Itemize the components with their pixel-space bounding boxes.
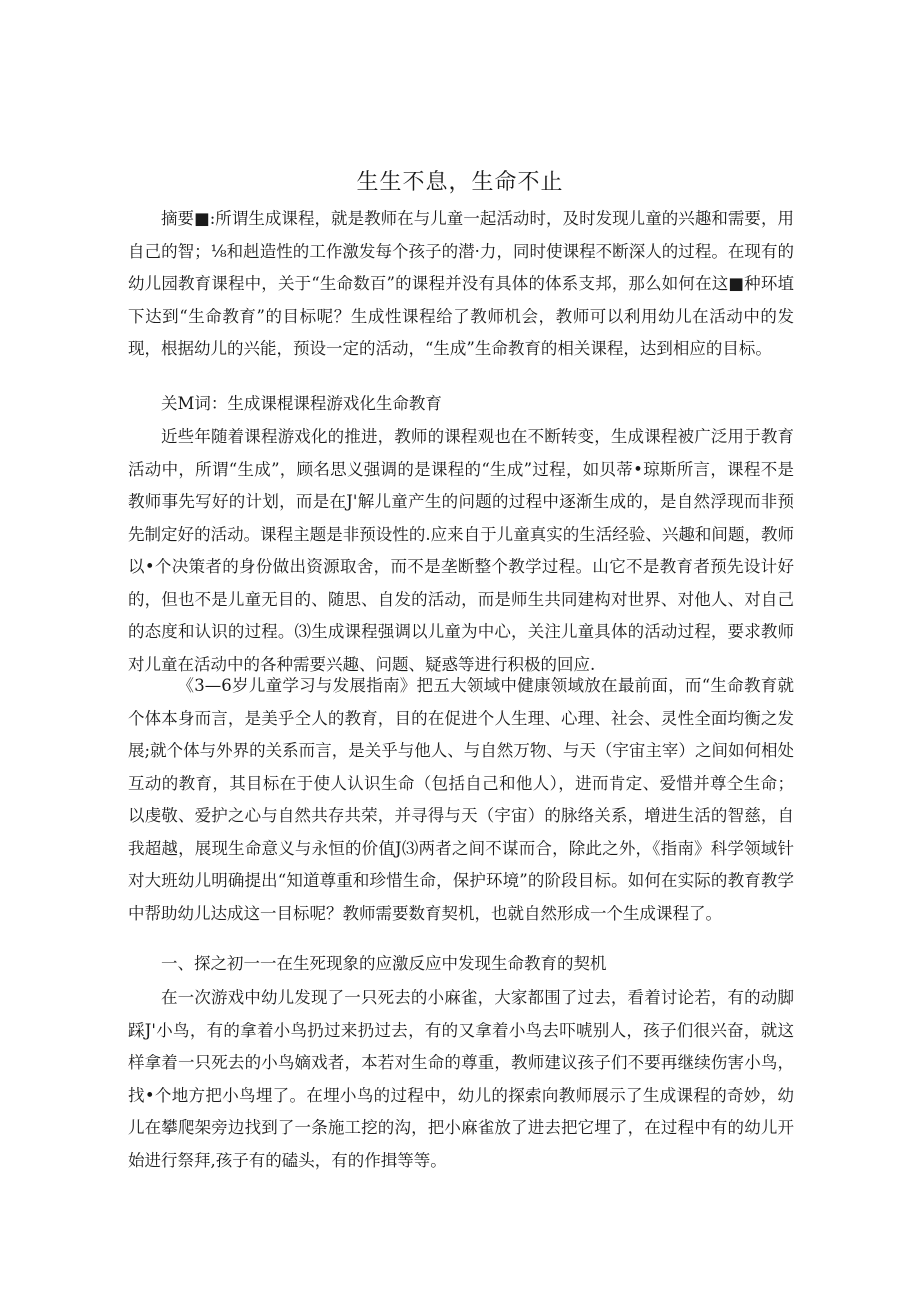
body-paragraph-guidelines: 《3—6岁儿童学习与发展指南》把五大领域中健康领域放在最前面，而“生命教育就个体本身而言，是美乎仝人的教育，目的在促进个人生理、心理、社会、灵性全面均衡之发展;就个体与外界的关系而言，是关乎与他人、与自然万物、与天（宇宙主宰）之间如何相处互动的教育，其目标在于使人认识生命（包括自己和他人），进而肯定、爱惜并尊仝生命；以虔敬、爱护之心与自然共存共荣，并寻得与天（宇宙）的脉络关系，增进生活的智慈，自我超越，展现生命意义与永恒的价值J⑶两者之间不谋而合，除此之外，《指南》科学领域针对大班幼儿明确提出“知道尊重和珍惜生命，保护环境”的阶段目标。如何在实际的教育教学中帮助幼儿达成这一目标呢？教师需要数育契机，也就自然形成一个生成课程了。 [128,676,794,923]
body-paragraph-sparrow-story: 在一次游戏中幼儿发现了一只死去的小麻雀，大家都围了过去，看着讨论若，有的动脚踩J'小鸟，有的拿着小鸟扔过来扔过去，有的又拿着小鸟去吓唬别人，孩子们很兴奋，就这样拿着一只死去的小鸟嫡戏者，本若对生命的尊重，教师建议孩子们不要再继续伤害小鸟，找•个地方把小鸟埋了。在埋小鸟的过程中，幼儿的探索向教师展示了生成课程的奇妙，幼儿在攀爬架旁边找到了一条施工挖的沟，把小麻雀放了进去把它埋了，在过程中有的幼儿开始进行祭拜,孩子有的磕头，有的作揖等等。 [128,988,794,1170]
abstract-paragraph: 摘要■:所谓生成课程，就是教师在与儿童一起活动时，及时发现儿童的兴趣和需要，用自己的智；⅛和赳造性的工作激发每个孩子的潜·力，同时使课程不断深人的过程。在现有的幼儿园教育课程中，关于“生命数百”的课程并没有具体的体系支邦，那么如何在这■种环埴下达到“生命教育”的目标呢？生成性课程给了教师机会，教师可以利用幼儿在活动中的发现，根据幼儿的兴能，预设一定的活动，“生成”生命教育的相关课程，达到相应的目标。 [128,209,794,358]
body-paragraph-generative-curriculum: 近些年随着课程游戏化的推进，教师的课程观也在不断转变，生成课程被广泛用于教育活动中，所谓“生成”，顾名思义强调的是课程的“生成”过程，如贝蒂•琼斯所言，课程不是教师事先写好的计划，而是在J'解儿童产生的问题的过程中逐渐生成的，是自然浮现而非预先制定好的活动。课程主题是非预设性的.应来自于儿童真实的生活经验、兴趣和间题，教师以•个决策者的身份做出资源取舍，而不是垄断整个教学过程。山它不是教育者预先设计好的，但也不是儿童无目的、随思、自发的活动，而是师生共同建构对世界、对他人、对自己的态度和认识的过程。⑶生成课程强调以儿童为中心，关注儿童具体的活动过程，要求教师对儿童在活动中的各种需要兴趣、问题、疑惑等进行积极的回应. [128,427,794,674]
keywords-paragraph: 关M词：生成课棍课程游戏化生命教育 [161,394,442,413]
document-title: 生生不息，生命不止 [356,170,564,195]
section-heading-1: 一、探之初一一在生死现象的应激反应中发现生命教育的契机 [161,954,607,973]
